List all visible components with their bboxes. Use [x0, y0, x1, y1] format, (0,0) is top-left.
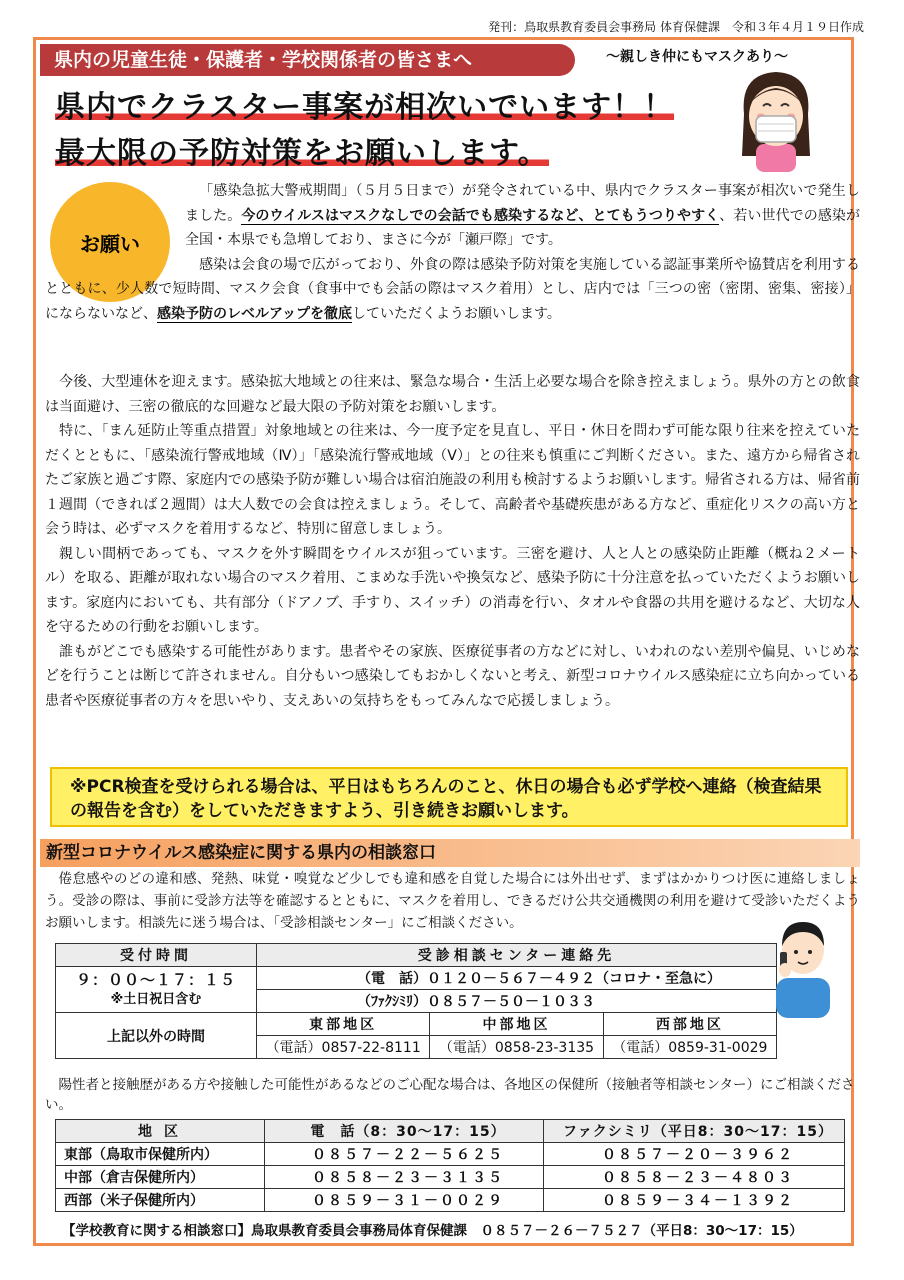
reception-hours-cell: [56, 967, 257, 1013]
west-area-phone: （電話）0859-31-0029: [603, 1036, 776, 1059]
area-column-header: 地区: [56, 1120, 265, 1143]
consult-center-table: [55, 943, 777, 1059]
health-center-table: [55, 1119, 845, 1212]
intro-text-1: 「感染急拡大警戒期間」（５月５日まで）が発令されている中、県内でクラスター事案が相次いで発生しました。: [185, 183, 860, 224]
reception-hours-note: ※土日祝日含む: [110, 991, 202, 1007]
central-area-phone: （電話）0858-23-3135: [430, 1036, 603, 1059]
school-consult-footer: 【学校教育に関する相談窓口】鳥取県教育委員会事務局体育保健課 ０８５７－２６－７５２７（平日8：30～17：15）: [62, 1223, 803, 1239]
east-area-phone: （電話）0857-22-8111: [257, 1036, 430, 1059]
health-center-intro: 陽性者と接触歴がある方や接触した可能性があるなどのご心配な場合は、各地区の保健所（接触者等相談センター）にご相談ください。: [45, 1077, 855, 1113]
other-hours-label: 上記以外の時間: [56, 1013, 257, 1059]
consult-paragraph: 倦怠感やのどの違和感、発熱、味覚・嗅覚など少しでも違和感を自覚した場合には外出せず、まずはかかりつけ医に連絡しましょう。受診の際は、事前に受診方法等を確認するとともに、マスクを着用し、できるだけ公共交通機関の利用を避けて受診いただくようお願いします。相談先に迷う場合は、「受診相談センター」にご相談ください。: [45, 871, 860, 931]
audience-banner: 県内の児童生徒・保護者・学校関係者の皆さまへ: [40, 44, 575, 76]
phone-east: ０８５７－２２－５６２５: [265, 1143, 544, 1166]
intro-text-2: 、若い世代での感染が全国・本県でも急増しており、まさに今が「瀬戸際」です。: [185, 207, 860, 248]
fax-east: ０８５７－２０－３９６２: [544, 1143, 845, 1166]
headline-prevention: 最大限の予防対策をお願いします。: [55, 128, 549, 172]
intro-text-3: 感染は会食の場で広がっており、外食の際は感染予防対策を実施している認証事業所や協賛店を利用するとともに、少人数で短時間、マスク会食（食事中でも会話の際はマスク着用）とし、店内では「三つの密（密閉、密集、密接）」にならないなど、: [45, 256, 860, 322]
intro-paragraph: [45, 179, 860, 326]
fax-column-header: ファクシミリ（平日8：30～17：15）: [544, 1120, 845, 1143]
hours-header: 受付時間: [56, 944, 257, 967]
fax-west: ０８５９－３４－１３９２: [544, 1189, 845, 1212]
request-badge: お願い: [50, 182, 170, 302]
table-row: [56, 1189, 845, 1212]
phone-caller-illustration: [770, 910, 836, 1018]
tagline: ～親しき仲にもマスクあり～: [606, 49, 788, 65]
area-central: 中部（倉吉保健所内）: [56, 1166, 265, 1189]
east-area-header: 東部地区: [257, 1013, 430, 1036]
central-area-header: 中部地区: [430, 1013, 603, 1036]
area-east: 東部（鳥取市保健所内）: [56, 1143, 265, 1166]
issuer-line: 発刊：鳥取県教育委員会事務局 体育保健課 令和３年４月１９日作成: [488, 20, 864, 34]
body-paragraph-priority-areas: 特に、「まん延防止等重点措置」対象地域との往来は、今一度予定を見直し、平日・休日を問わず可能な限り往来を控えていただくとともに、「感染流行警戒地域（Ⅳ）」「感染流行警戒地域（Ⅴ）」との往来も慎重にご判断ください。また、遠方から帰省されたご家族と過ごす際、家庭内での感染予防が難しい場合は宿泊施設の利用も検討するようお願いします。帰省される方は、帰省前１週間（できれば２週間）は大人数での会食は控えましょう。そして、高齢者や基礎疾患がある方など、重症化リスクの高い方と会う時は、必ずマスクを着用するなど、特別に留意しましょう。: [45, 423, 860, 537]
table-row: [56, 1143, 845, 1166]
center-fax: （ﾌｧｸｼﾐﾘ）０８５７－５０－１０３３: [257, 990, 777, 1013]
masked-girl-illustration: [726, 64, 826, 172]
phone-column-header: 電 話（8：30～17：15）: [265, 1120, 544, 1143]
phone-central: ０８５８－２３－３１３５: [265, 1166, 544, 1189]
intro-emphasis-2: 感染予防のレベルアップを徹底: [157, 305, 353, 322]
area-west: 西部（米子保健所内）: [56, 1189, 265, 1212]
consult-section-title: 新型コロナウイルス感染症に関する県内の相談窓口: [40, 839, 860, 867]
intro-emphasis-1: 今のウイルスはマスクなしでの会話でも感染するなど、とてもうつりやすく: [241, 207, 720, 224]
body-paragraph-discrimination: 誰もがどこでも感染する可能性があります。患者やその家族、医療従事者の方などに対し、いわれのない差別や偏見、いじめなどを行うことは断じて許されません。自分もいつ感染してもおかしくないと考え、新型コロナウイルス感染症に立ち向かっている患者や医療従事者の方々を思いやり、支えあいの気持ちをもってみんなで応援しましょう。: [45, 643, 860, 709]
center-phone: （電 話）０１２０－５６７－４９２（コロナ・至急に）: [257, 967, 777, 990]
reception-hours: ９：００～１７：１５: [75, 970, 236, 989]
phone-west: ０８５９－３１－００２９: [265, 1189, 544, 1212]
fax-central: ０８５８－２３－４８０３: [544, 1166, 845, 1189]
headline-cluster: 県内でクラスター事案が相次いでいます！！: [55, 82, 674, 126]
pcr-notice: ※PCR検査を受けられる場合は、平日はもちろんのこと、休日の場合も必ず学校へ連絡（検査結果の報告を含む）をしていただきますよう、引き続きお願いします。: [50, 767, 848, 827]
body-paragraph-close-relations: 親しい間柄であっても、マスクを外す瞬間をウイルスが狙っています。三密を避け、人と人との感染防止距離（概ね２メートル）を取る、距離が取れない場合のマスク着用、こまめな手洗いや換気など、感染予防に十分注意を払っていただくようお願いします。家庭内においても、共有部分（ドアノブ、手すり、スイッチ）の消毒を行い、タオルや食器の共用を避けるなど、大切な人を守るための行動をお願いします。: [45, 545, 860, 635]
west-area-header: 西部地区: [603, 1013, 776, 1036]
center-header: 受診相談センター連絡先: [257, 944, 777, 967]
body-paragraph-travel: 今後、大型連休を迎えます。感染拡大地域との往来は、緊急な場合・生活上必要な場合を除き控えましょう。県外の方との飲食は当面避け、三密の徹底的な回避など最大限の予防対策をお願いします。: [45, 374, 860, 415]
table-row: [56, 1166, 845, 1189]
body-paragraphs: [45, 370, 860, 713]
intro-text-4: していただくようお願いします。: [352, 305, 561, 322]
